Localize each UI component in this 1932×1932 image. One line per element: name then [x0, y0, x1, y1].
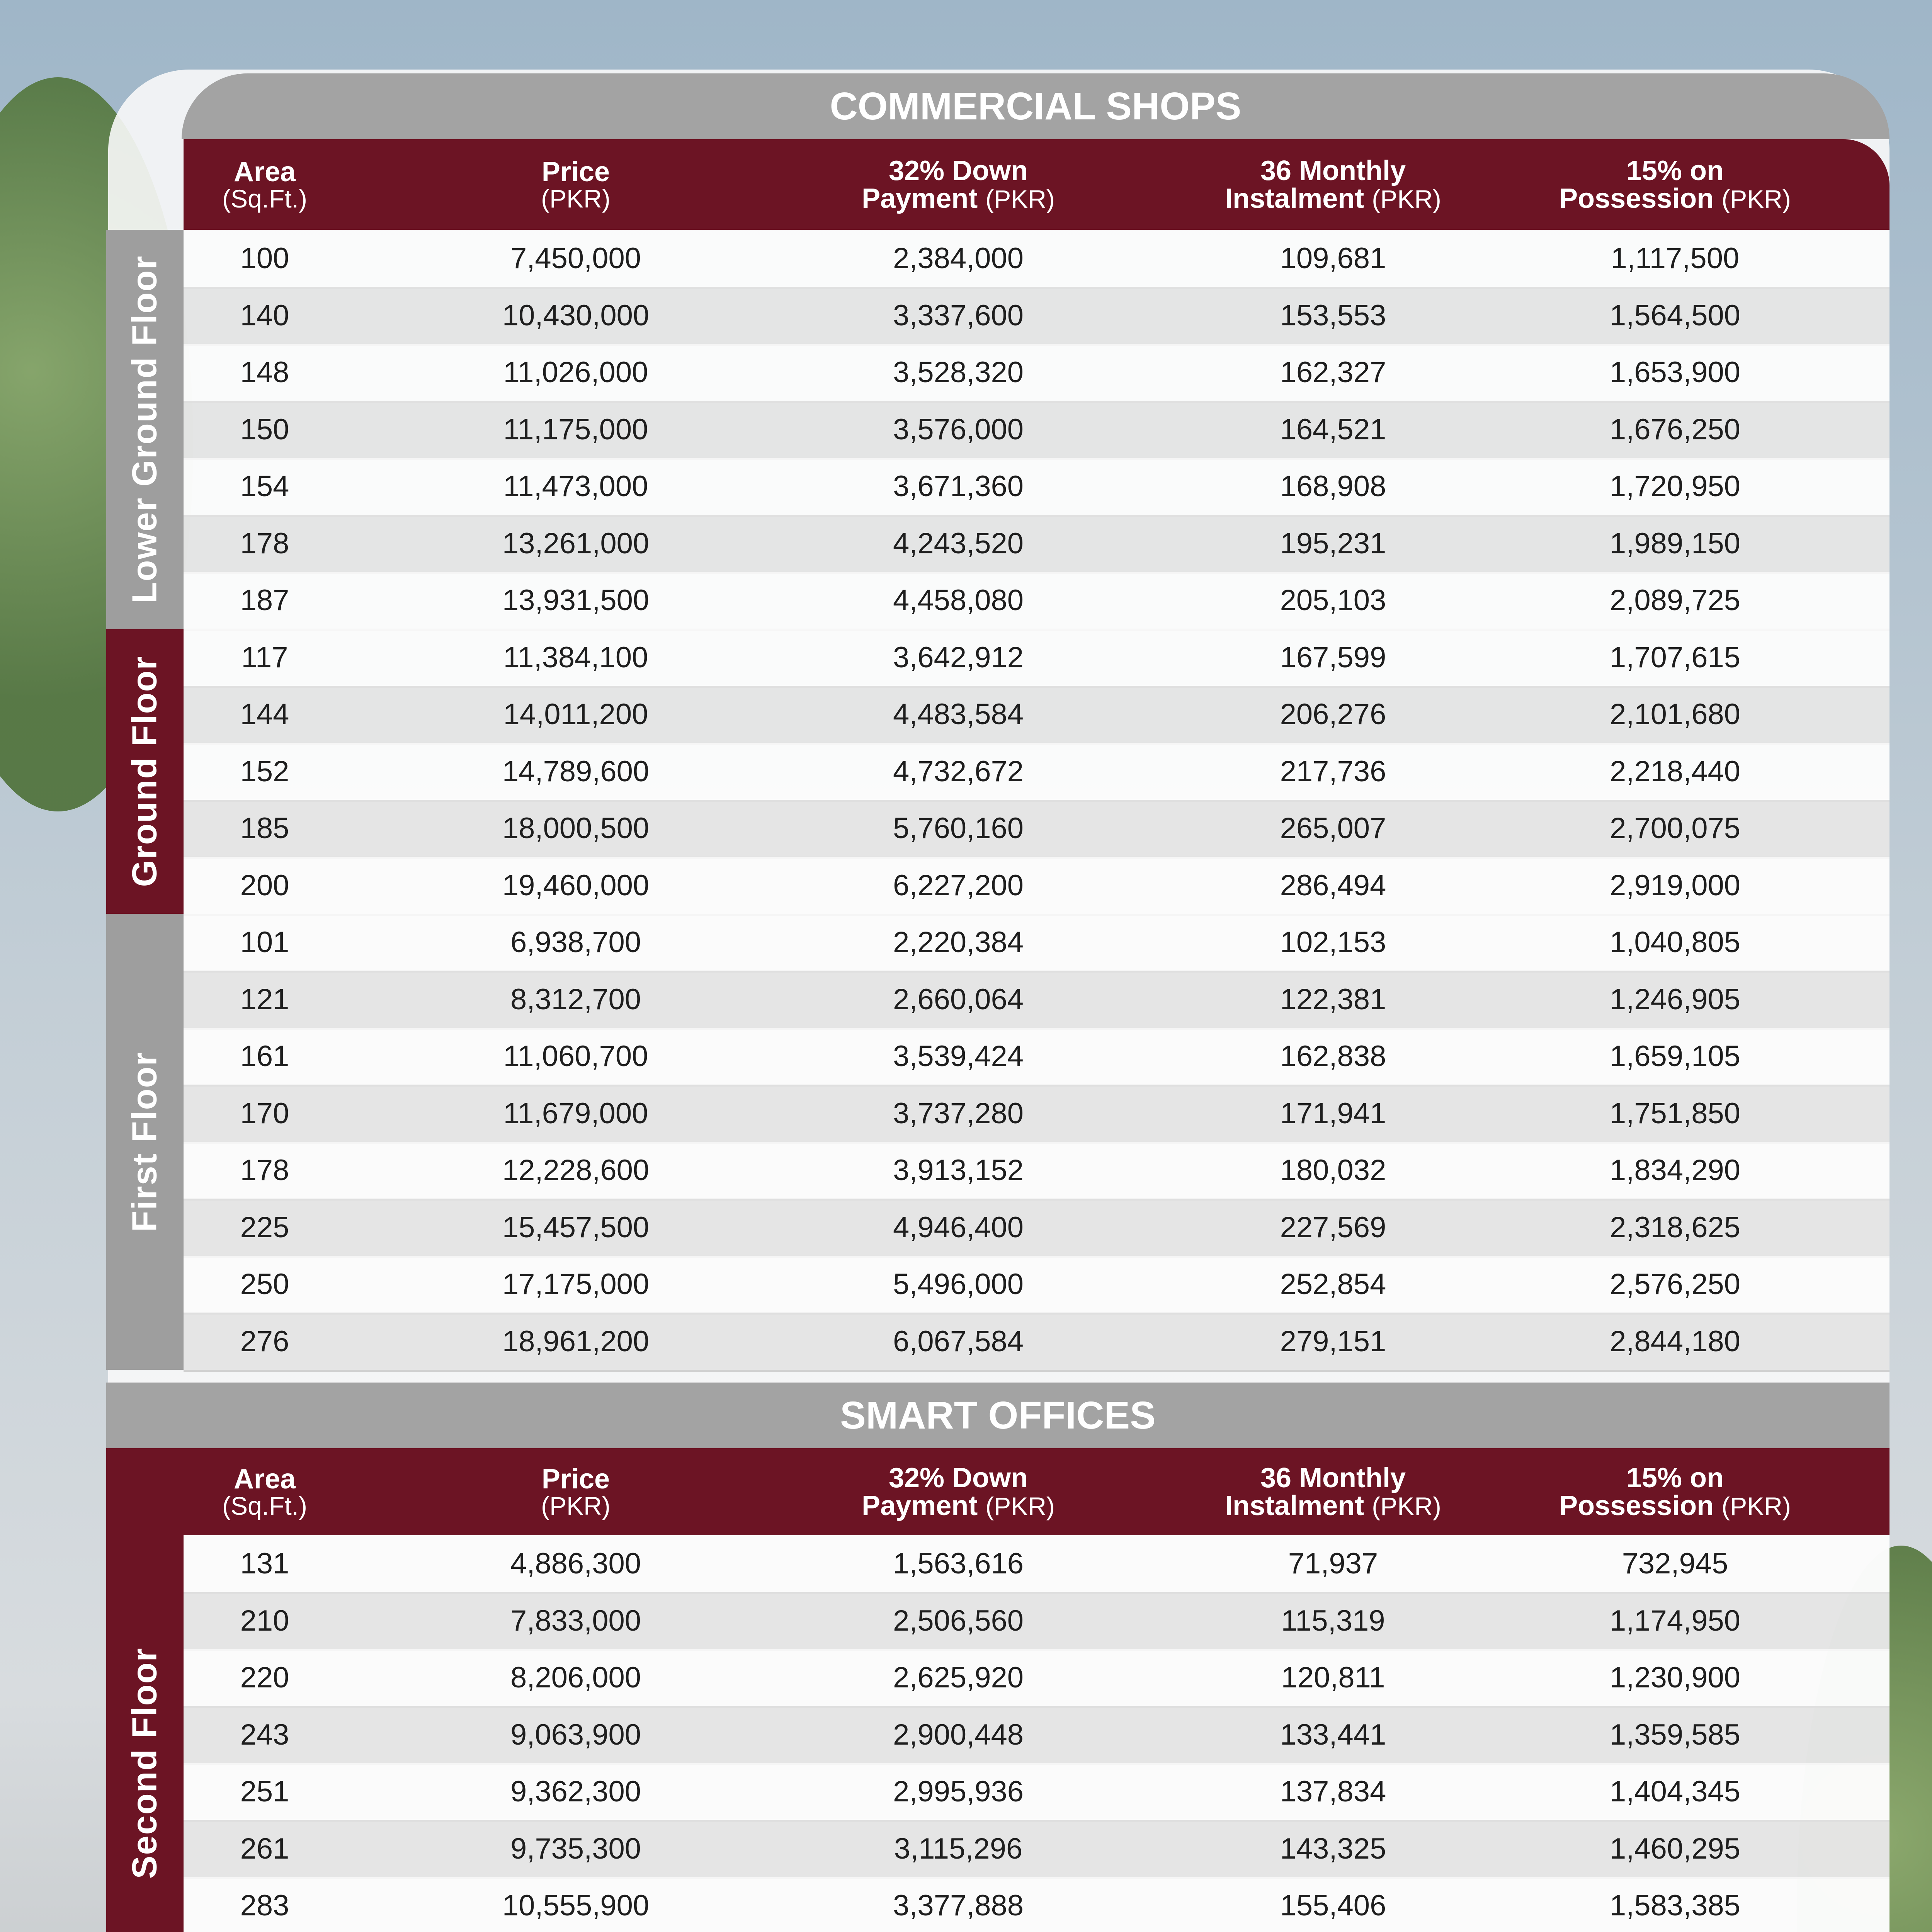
table-cell: 2,660,064 — [893, 983, 1024, 1016]
table-cell: 2,218,440 — [1609, 755, 1741, 788]
header-col-1 — [440, 1448, 711, 1535]
table-cell: 9,063,900 — [510, 1718, 641, 1751]
table-cell: 14,789,600 — [502, 755, 650, 788]
header-subtitle: (PKR) — [541, 1491, 611, 1520]
header-col-2 — [811, 1448, 1105, 1535]
commercial-floor-rows-2 — [184, 914, 1889, 1370]
commercial-floor-rows-0 — [184, 230, 1889, 629]
table-row — [184, 230, 1889, 289]
header-title: Price — [541, 1463, 610, 1495]
table-cell: 10,430,000 — [502, 299, 650, 332]
table-cell: 3,576,000 — [893, 413, 1024, 446]
table-cell: 1,989,150 — [1609, 527, 1741, 560]
offices-table-header — [106, 1448, 1889, 1535]
header-col-4 — [1528, 139, 1822, 230]
table-cell: 148 — [240, 356, 289, 389]
table-cell: 150 — [240, 413, 289, 446]
header-title: Area — [233, 156, 296, 187]
table-cell: 11,175,000 — [503, 413, 648, 446]
table-row — [184, 1535, 1889, 1594]
header-title-2: Payment — [862, 1490, 986, 1521]
header-title-2: Possession — [1559, 183, 1722, 214]
table-row — [184, 1592, 1889, 1651]
table-cell: 11,060,700 — [503, 1040, 648, 1073]
header-title: 15% on — [1626, 155, 1724, 186]
table-cell: 2,384,000 — [893, 242, 1024, 275]
table-cell: 71,937 — [1288, 1547, 1378, 1580]
table-cell: 2,318,625 — [1609, 1211, 1741, 1244]
table-cell: 1,174,950 — [1609, 1604, 1741, 1637]
table-cell: 4,458,080 — [893, 584, 1024, 617]
table-row — [184, 344, 1889, 403]
table-row — [184, 1763, 1889, 1822]
table-cell: 178 — [240, 527, 289, 560]
table-cell: 143,325 — [1280, 1832, 1386, 1865]
table-cell: 220 — [240, 1661, 289, 1694]
header-subtitle: (Sq.Ft.) — [222, 184, 307, 213]
table-cell: 1,564,500 — [1609, 299, 1741, 332]
table-row — [184, 458, 1889, 517]
table-cell: 1,676,250 — [1609, 413, 1741, 446]
header-title-2: Possession — [1559, 1490, 1722, 1521]
table-cell: 2,576,250 — [1609, 1268, 1741, 1301]
table-cell: 3,115,296 — [894, 1832, 1023, 1865]
table-cell: 2,089,725 — [1609, 584, 1741, 617]
table-cell: 153,553 — [1280, 299, 1386, 332]
table-row — [184, 1877, 1889, 1932]
table-row — [184, 629, 1889, 688]
header-subtitle — [862, 1492, 1055, 1520]
table-cell: 276 — [240, 1325, 289, 1358]
table-cell: 15,457,500 — [502, 1211, 650, 1244]
table-cell: 180,032 — [1280, 1154, 1386, 1187]
header-title: 32% Down — [888, 1462, 1028, 1493]
table-cell: 252,854 — [1280, 1268, 1386, 1301]
table-row — [184, 1142, 1889, 1201]
table-cell: 4,483,584 — [893, 698, 1024, 731]
table-cell: 8,312,700 — [510, 983, 641, 1016]
table-cell: 2,700,075 — [1609, 812, 1741, 845]
floor-name: Lower Ground Floor — [125, 255, 164, 604]
table-cell: 12,228,600 — [502, 1154, 650, 1187]
table-cell: 5,496,000 — [893, 1268, 1024, 1301]
table-cell: 732,945 — [1622, 1547, 1728, 1580]
table-cell: 2,995,936 — [893, 1775, 1024, 1808]
table-cell: 2,919,000 — [1609, 869, 1741, 902]
table-row — [184, 1820, 1889, 1879]
table-cell: 1,563,616 — [893, 1547, 1024, 1580]
header-title: 36 Monthly — [1260, 155, 1406, 186]
table-cell: 131 — [240, 1547, 289, 1580]
table-cell: 206,276 — [1280, 698, 1386, 731]
table-cell: 18,000,500 — [502, 812, 650, 845]
header-unit: (PKR) — [1372, 184, 1441, 213]
table-cell: 6,067,584 — [893, 1325, 1024, 1358]
table-cell: 1,653,900 — [1609, 356, 1741, 389]
table-cell: 3,913,152 — [893, 1154, 1024, 1187]
table-row — [184, 743, 1889, 802]
table-row — [184, 1199, 1889, 1258]
floor-name: Second Floor — [125, 1647, 164, 1879]
commercial-floor-label-0 — [106, 230, 184, 629]
table-cell: 6,938,700 — [510, 926, 641, 959]
table-row — [184, 1313, 1889, 1372]
table-cell: 162,327 — [1280, 356, 1386, 389]
table-row — [184, 572, 1889, 631]
table-cell: 1,246,905 — [1609, 983, 1741, 1016]
header-title: Price — [541, 156, 610, 187]
table-row — [184, 1649, 1889, 1708]
offices-floor-rows-0 — [184, 1535, 1889, 1932]
table-cell: 133,441 — [1280, 1718, 1386, 1751]
header-subtitle: (Sq.Ft.) — [222, 1491, 307, 1520]
table-cell: 9,735,300 — [510, 1832, 641, 1865]
table-cell: 9,362,300 — [510, 1775, 641, 1808]
table-cell: 170 — [240, 1097, 289, 1130]
table-cell: 286,494 — [1280, 869, 1386, 902]
table-cell: 7,450,000 — [510, 242, 641, 275]
header-title: 15% on — [1626, 1462, 1724, 1493]
header-col-4 — [1528, 1448, 1822, 1535]
smart-offices-title: SMART OFFICES — [106, 1383, 1889, 1448]
table-cell: 10,555,900 — [502, 1889, 650, 1922]
table-cell: 162,838 — [1280, 1040, 1386, 1073]
commercial-floor-label-1 — [106, 629, 184, 914]
table-cell: 121 — [240, 983, 289, 1016]
table-cell: 205,103 — [1280, 584, 1386, 617]
header-col-2 — [811, 139, 1105, 230]
header-col-0 — [195, 1448, 334, 1535]
header-subtitle — [862, 185, 1055, 213]
header-title-2: Instalment — [1225, 1490, 1372, 1521]
table-cell: 3,539,424 — [893, 1040, 1024, 1073]
table-cell: 1,040,805 — [1609, 926, 1741, 959]
table-cell: 3,337,600 — [893, 299, 1024, 332]
table-cell: 217,736 — [1280, 755, 1386, 788]
table-row — [184, 1085, 1889, 1144]
offices-floor-label-0 — [106, 1535, 184, 1932]
table-cell: 185 — [240, 812, 289, 845]
header-title-2: Instalment — [1225, 183, 1372, 214]
table-cell: 2,101,680 — [1609, 698, 1741, 731]
header-title: 32% Down — [888, 155, 1028, 186]
header-col-3 — [1186, 139, 1480, 230]
table-cell: 13,931,500 — [502, 584, 650, 617]
table-cell: 11,679,000 — [503, 1097, 648, 1130]
table-cell: 115,319 — [1281, 1604, 1385, 1637]
table-row — [184, 1028, 1889, 1087]
commercial-floor-label-2 — [106, 914, 184, 1370]
table-cell: 100 — [240, 242, 289, 275]
table-cell: 164,521 — [1280, 413, 1386, 446]
table-cell: 1,751,850 — [1609, 1097, 1741, 1130]
table-cell: 140 — [240, 299, 289, 332]
table-row — [184, 857, 1889, 916]
header-subtitle — [1225, 1492, 1441, 1520]
table-cell: 7,833,000 — [510, 1604, 641, 1637]
table-cell: 11,026,000 — [503, 356, 648, 389]
header-col-0 — [195, 139, 334, 230]
table-cell: 4,886,300 — [510, 1547, 641, 1580]
header-subtitle — [1559, 185, 1791, 213]
table-cell: 1,720,950 — [1609, 470, 1741, 503]
table-cell: 14,011,200 — [503, 698, 648, 731]
table-cell: 1,359,585 — [1609, 1718, 1741, 1751]
table-cell: 4,946,400 — [893, 1211, 1024, 1244]
table-cell: 3,642,912 — [893, 641, 1024, 674]
table-cell: 251 — [240, 1775, 289, 1808]
table-cell: 195,231 — [1280, 527, 1386, 560]
table-cell: 225 — [240, 1211, 289, 1244]
table-cell: 1,460,295 — [1609, 1832, 1741, 1865]
table-cell: 152 — [240, 755, 289, 788]
table-row — [184, 686, 1889, 745]
header-col-3 — [1186, 1448, 1480, 1535]
table-cell: 6,227,200 — [893, 869, 1024, 902]
table-cell: 161 — [240, 1040, 289, 1073]
table-cell: 18,961,200 — [502, 1325, 650, 1358]
header-unit: (PKR) — [1721, 184, 1791, 213]
table-cell: 3,737,280 — [893, 1097, 1024, 1130]
table-cell: 2,900,448 — [893, 1718, 1024, 1751]
floor-name: First Floor — [125, 1051, 164, 1232]
table-cell: 122,381 — [1280, 983, 1386, 1016]
table-cell: 11,473,000 — [503, 470, 648, 503]
table-cell: 261 — [240, 1832, 289, 1865]
table-cell: 109,681 — [1280, 242, 1386, 275]
header-title: Area — [233, 1463, 296, 1495]
table-cell: 5,760,160 — [893, 812, 1024, 845]
header-title-2: Payment — [862, 183, 986, 214]
table-cell: 19,460,000 — [502, 869, 650, 902]
table-cell: 11,384,100 — [503, 641, 648, 674]
table-cell: 1,230,900 — [1609, 1661, 1741, 1694]
table-row — [184, 971, 1889, 1030]
floor-name: Ground Floor — [125, 655, 164, 887]
table-cell: 144 — [240, 698, 289, 731]
table-cell: 279,151 — [1280, 1325, 1386, 1358]
header-col-1 — [440, 139, 711, 230]
table-cell: 1,117,500 — [1611, 242, 1740, 275]
table-cell: 168,908 — [1280, 470, 1386, 503]
table-cell: 154 — [240, 470, 289, 503]
commercial-table-header — [184, 139, 1889, 230]
table-cell: 227,569 — [1280, 1211, 1386, 1244]
header-unit: (PKR) — [1372, 1492, 1441, 1520]
table-cell: 243 — [240, 1718, 289, 1751]
table-cell: 2,844,180 — [1609, 1325, 1741, 1358]
table-cell: 137,834 — [1280, 1775, 1386, 1808]
table-cell: 101 — [240, 926, 289, 959]
table-cell: 250 — [240, 1268, 289, 1301]
table-cell: 3,528,320 — [893, 356, 1024, 389]
table-cell: 4,732,672 — [893, 755, 1024, 788]
table-cell: 2,625,920 — [893, 1661, 1024, 1694]
table-cell: 210 — [240, 1604, 289, 1637]
table-cell: 8,206,000 — [510, 1661, 641, 1694]
header-subtitle — [1559, 1492, 1791, 1520]
table-cell: 1,659,105 — [1609, 1040, 1741, 1073]
table-row — [184, 515, 1889, 574]
table-cell: 117 — [241, 641, 288, 674]
table-row — [184, 1706, 1889, 1765]
table-cell: 283 — [240, 1889, 289, 1922]
table-cell: 200 — [240, 869, 289, 902]
table-cell: 3,377,888 — [893, 1889, 1024, 1922]
commercial-floor-rows-1 — [184, 629, 1889, 914]
table-cell: 17,175,000 — [502, 1268, 650, 1301]
table-cell: 1,404,345 — [1609, 1775, 1741, 1808]
table-cell: 102,153 — [1280, 926, 1386, 959]
table-cell: 2,506,560 — [893, 1604, 1024, 1637]
table-cell: 167,599 — [1280, 641, 1386, 674]
table-cell: 1,834,290 — [1609, 1154, 1741, 1187]
table-cell: 2,220,384 — [893, 926, 1024, 959]
table-row — [184, 800, 1889, 859]
table-row — [184, 401, 1889, 460]
table-row — [184, 914, 1889, 973]
header-unit: (PKR) — [1721, 1492, 1791, 1520]
header-subtitle: (PKR) — [541, 184, 611, 213]
table-cell: 120,811 — [1281, 1661, 1385, 1694]
header-unit: (PKR) — [985, 1492, 1055, 1520]
table-cell: 187 — [240, 584, 289, 617]
table-row — [184, 1256, 1889, 1315]
table-cell: 178 — [240, 1154, 289, 1187]
table-cell: 13,261,000 — [502, 527, 650, 560]
table-cell: 171,941 — [1280, 1097, 1386, 1130]
table-cell: 265,007 — [1280, 812, 1386, 845]
table-cell: 3,671,360 — [893, 470, 1024, 503]
header-unit: (PKR) — [985, 184, 1055, 213]
header-title: 36 Monthly — [1260, 1462, 1406, 1493]
table-cell: 1,583,385 — [1609, 1889, 1741, 1922]
table-cell: 4,243,520 — [893, 527, 1024, 560]
header-subtitle — [1225, 185, 1441, 213]
table-cell: 155,406 — [1280, 1889, 1386, 1922]
commercial-shops-title: COMMERCIAL SHOPS — [182, 73, 1889, 139]
table-cell: 1,707,615 — [1609, 641, 1741, 674]
table-row — [184, 287, 1889, 346]
